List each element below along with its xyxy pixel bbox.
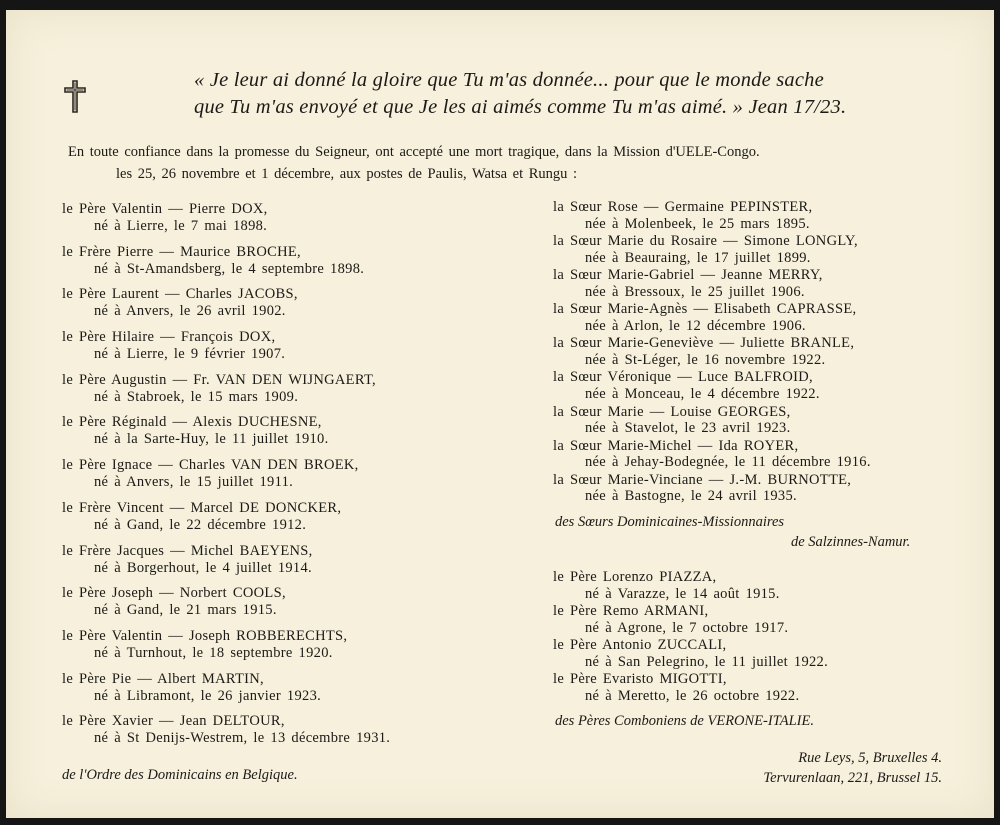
entry-birth: né à Lierre, le 7 mai 1898. [94,218,268,234]
entry-name: le Père Evaristo MIGOTTI, [553,671,727,688]
entry-name: la Sœur Véronique — Luce BALFROID, [553,369,813,386]
entry-birth: né à Agrone, le 7 octobre 1917. [585,619,789,636]
entry-birth: née à Bressoux, le 25 juillet 1906. [585,283,805,300]
entry-name: le Père Pie — Albert MARTIN, [62,670,264,687]
list-item [62,244,502,287]
list-item [62,500,502,543]
entry-name: le Père Augustin — Fr. VAN DEN WIJNGAERT, [62,371,376,388]
entry-birth: né à Lierre, le 9 février 1907. [94,346,286,363]
quote-line-2: que Tu m'as envoyé et que Je les ai aimés comme Tu m'as aimé. » Jean 17/23. [194,96,847,118]
memorial-card [6,10,994,818]
sisters-list [553,199,963,506]
list-item [62,628,502,671]
list-item [553,637,963,671]
list-item [62,329,502,372]
entry-name: le Père Valentin — Pierre DOX, [62,201,268,217]
entry-birth: né à la Sarte-Huy, le 11 juillet 1910. [94,431,329,448]
entry-name: le Père Lorenzo PIAZZA, [553,569,717,585]
entry-birth: né à Gand, le 21 mars 1915. [94,602,277,619]
entry-birth: née à Monceau, le 4 décembre 1922. [585,385,820,402]
sisters-order-caption [555,512,910,552]
entry-name: le Père Antonio ZUCCALI, [553,637,727,654]
entry-birth: née à St-Léger, le 16 novembre 1922. [585,351,826,368]
entry-birth: né à Varazze, le 14 août 1915. [585,585,780,602]
address-block [692,748,942,788]
comboni-list [553,569,963,705]
entry-name: la Sœur Marie-Geneviève — Juliette BRANLE, [553,335,855,352]
list-item [553,603,963,637]
entry-name: le Père Remo ARMANI, [553,603,709,620]
entry-name: la Sœur Marie-Michel — Ida ROYER, [553,437,799,454]
entry-birth: né à Stabroek, le 15 mars 1909. [94,388,299,405]
list-item [62,286,502,329]
entry-birth: né à Borgerhout, le 4 juillet 1914. [94,559,312,576]
entry-birth: née à Beauraing, le 17 juillet 1899. [585,249,811,266]
list-item [62,457,502,500]
entry-name: la Sœur Rose — Germaine PEPINSTER, [553,199,813,215]
list-item [553,472,963,506]
list-item [62,543,502,586]
entry-name: le Père Hilaire — François DOX, [62,329,276,346]
list-item [553,569,963,603]
entry-birth: né à Anvers, le 15 juillet 1911. [94,474,294,491]
list-item [553,671,963,705]
entry-name: le Père Réginald — Alexis DUCHESNE, [62,414,322,431]
entry-birth: née à Molenbeek, le 25 mars 1895. [585,215,810,232]
entry-name: le Père Ignace — Charles VAN DEN BROEK, [62,457,359,474]
entry-birth: né à Meretto, le 26 octobre 1922. [585,687,800,704]
cross-icon [63,80,87,114]
dominicans-list [62,201,502,756]
list-item [553,233,963,267]
list-item [62,414,502,457]
intro-line-2: les 25, 26 novembre et 1 décembre, aux postes de Paulis, Watsa et Rungu : [116,166,578,182]
list-item [553,335,963,369]
entry-birth: né à San Pelegrino, le 11 juillet 1922. [585,653,829,670]
entry-birth: née à Bastogne, le 24 avril 1935. [585,488,797,505]
dominicans-order-caption: de l'Ordre des Dominicains en Belgique. [62,767,298,783]
entry-birth: né à Gand, le 22 décembre 1912. [94,516,307,533]
quote-line-1: « Je leur ai donné la gloire que Tu m'as donnée... pour que le monde sache [194,69,824,91]
list-item [553,267,963,301]
list-item [62,201,502,244]
list-item [62,372,502,415]
comboni-order-caption: des Pères Comboniens de VERONE-ITALIE. [555,713,814,729]
list-item [553,404,963,438]
entry-birth: née à Stavelot, le 23 avril 1923. [585,420,791,437]
list-item [62,671,502,714]
intro-line-1: En toute confiance dans la promesse du Seigneur, ont accepté une mort tragique, dans la Mission d'UELE-Congo. [68,144,760,160]
address-line-2: Tervurenlaan, 221, Brussel 15. [763,770,942,786]
entry-birth: né à St-Amandsberg, le 4 septembre 1898. [94,260,365,277]
scripture-quote [194,67,954,121]
list-item [62,585,502,628]
entry-name: le Père Laurent — Charles JACOBS, [62,286,298,303]
entry-name: la Sœur Marie-Agnès — Elisabeth CAPRASSE, [553,301,857,318]
entry-birth: né à Turnhout, le 18 septembre 1920. [94,644,333,661]
entry-birth: née à Arlon, le 12 décembre 1906. [585,317,806,334]
list-item [553,369,963,403]
entry-birth: né à Libramont, le 26 janvier 1923. [94,687,322,704]
sisters-order-line-1: des Sœurs Dominicaines-Missionnaires [555,514,785,530]
list-item [62,713,502,756]
entry-name: la Sœur Marie — Louise GEORGES, [553,403,791,420]
entry-name: le Père Xavier — Jean DELTOUR, [62,713,285,730]
list-item [553,438,963,472]
entry-name: le Frère Jacques — Michel BAEYENS, [62,542,313,559]
entry-birth: né à St Denijs-Westrem, le 13 décembre 1931. [94,730,391,747]
entry-name: le Père Joseph — Norbert COOLS, [62,585,286,602]
entry-birth: née à Jehay-Bodegnée, le 11 décembre 1916. [585,454,871,471]
entry-name: la Sœur Marie-Vinciane — J.-M. BURNOTTE, [553,471,852,488]
address-line-1: Rue Leys, 5, Bruxelles 4. [798,750,942,766]
entry-name: la Sœur Marie du Rosaire — Simone LONGLY, [553,233,858,250]
intro-text [68,141,948,185]
entry-birth: né à Anvers, le 26 avril 1902. [94,303,286,320]
sisters-order-line-2: de Salzinnes-Namur. [791,534,911,550]
entry-name: le Frère Pierre — Maurice BROCHE, [62,243,301,260]
list-item [553,199,963,233]
entry-name: le Frère Vincent — Marcel DE DONCKER, [62,499,342,516]
list-item [553,301,963,335]
entry-name: la Sœur Marie-Gabriel — Jeanne MERRY, [553,267,823,284]
entry-name: le Père Valentin — Joseph ROBBERECHTS, [62,627,348,644]
